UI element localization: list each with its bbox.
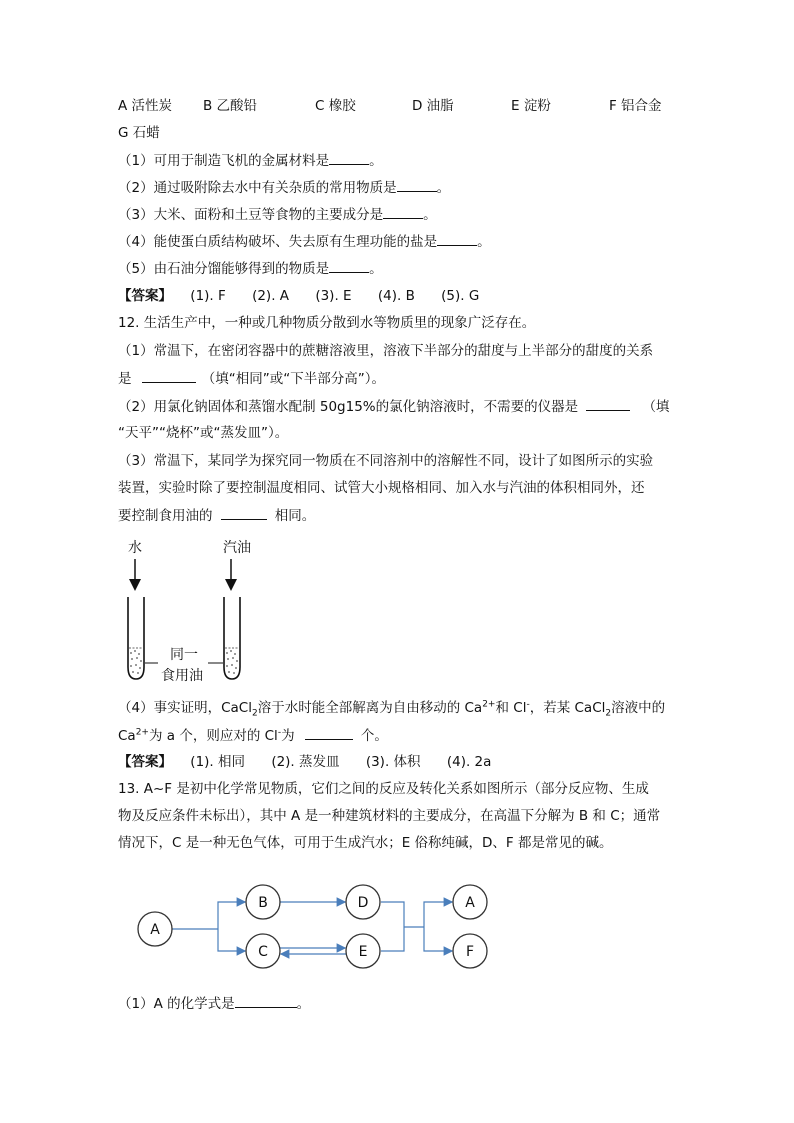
node-a-label: A xyxy=(150,922,160,938)
answer-label: 【答案】 xyxy=(118,754,172,770)
edge-a-c xyxy=(218,929,245,951)
water-label: 水 xyxy=(128,540,142,556)
gasoline-liquid xyxy=(226,650,238,674)
q12-sub1-line2: 是 （填“相同”或“下半部分高”）。 xyxy=(118,368,385,389)
q13-stem-line1: 13. A~F 是初中化学常见物质，它们之间的反应及转化关系如图所示（部分反应物、生成 xyxy=(118,781,649,797)
option-c: C 橡胶 xyxy=(315,98,356,114)
q12-sub3-line2: 装置，实验时除了要控制温度相同、试管大小规格相同、加入水与汽油的体积相同外，还 xyxy=(118,480,645,496)
node-a2-label: A xyxy=(465,895,475,911)
same-label: 同一 xyxy=(170,647,198,663)
q12-sub3-line3: 要控制食用油的 相同。 xyxy=(118,505,315,526)
q12-stem: 12. 生活生产中，一种或几种物质分散到水等物质里的现象广泛存在。 xyxy=(118,315,536,331)
q11-sub2: （2）通过吸附除去水中有关杂质的常用物质是 。 xyxy=(118,177,450,198)
q12-sub2-line1: （2）用氯化钠固体和蒸馏水配制 50g15%的氯化钠溶液时，不需要的仪器是 （填 xyxy=(118,396,669,417)
q12-answer: 【答案】 (1). 相同 (2). 蒸发皿 (3). 体积 (4). 2a xyxy=(118,754,492,770)
q12-sub1-line1: （1）常温下，在密闭容器中的蔗糖溶液里，溶液下半部分的甜度与上半部分的甜度的关系 xyxy=(118,343,654,359)
answer-label: 【答案】 xyxy=(118,288,172,304)
option-e: E 淀粉 xyxy=(511,98,551,114)
test-tube-figure xyxy=(118,535,268,685)
edge-a-b xyxy=(218,902,245,929)
test-tube-water xyxy=(128,597,144,679)
edge-d-merge xyxy=(381,902,404,951)
q12-sub4-line2: $Ca^{2+}$为 a 个，则应对的 Cl-为 个。 xyxy=(118,725,388,746)
node-b-label: B xyxy=(258,895,268,911)
q11-sub4: （4）能使蛋白质结构破坏、失去原有生理功能的盐是 。 xyxy=(118,231,491,252)
edge-to-a xyxy=(424,902,452,927)
option-b: B 乙酸铅 xyxy=(203,98,258,114)
q11-sub1: （1）可用于制造飞机的金属材料是 。 xyxy=(118,150,383,171)
q12-sub3-line1: （3）常温下，某同学为探究同一物质在不同溶剂中的溶解性不同，设计了如图所示的实验 xyxy=(118,453,654,469)
water-liquid xyxy=(130,650,142,674)
option-g: G 石蜡 xyxy=(118,125,160,141)
q13-sub1: （1）A 的化学式是 。 xyxy=(118,993,310,1014)
q12-sub2-line2: “天平”“烧杯”或“蒸发皿”）。 xyxy=(118,425,289,441)
q13-stem-line2: 物及反应条件未标出），其中 A 是一种建筑材料的主要成分，在高温下分解为 B 和 C；通常 xyxy=(118,808,661,824)
option-f: F 铝合金 xyxy=(609,98,662,114)
option-d: D 油脂 xyxy=(412,98,454,114)
q11-sub3: （3）大米、面粉和土豆等食物的主要成分是 。 xyxy=(118,204,437,225)
q11-sub5: （5）由石油分馏能够得到的物质是 。 xyxy=(118,258,383,279)
test-tube-gasoline xyxy=(224,597,240,679)
q11-answer: 【答案】 (1). F (2). A (3). E (4). B (5). G xyxy=(118,288,480,304)
option-a: A 活性炭 xyxy=(118,98,173,114)
node-c-label: C xyxy=(258,944,268,960)
q12-sub4-line1: （4）事实证明，CaCl$_2$溶于水时能全部解离为自由移动的 $Ca^{2+}$和 Cl-，若某 CaCl$_2$溶液中的 xyxy=(118,699,666,719)
gasoline-label: 汽油 xyxy=(223,540,251,556)
node-e-label: E xyxy=(358,944,368,960)
q13-stem-line3: 情况下，C 是一种无色气体，可用于生成汽水；E 俗称纯碱，D、F 都是常见的碱。 xyxy=(118,835,613,851)
reaction-diagram xyxy=(130,878,500,978)
node-f-label: F xyxy=(465,944,475,960)
cooking-oil-label: 食用油 xyxy=(161,668,203,684)
edge-to-f xyxy=(424,927,452,951)
node-d-label: D xyxy=(357,895,369,911)
